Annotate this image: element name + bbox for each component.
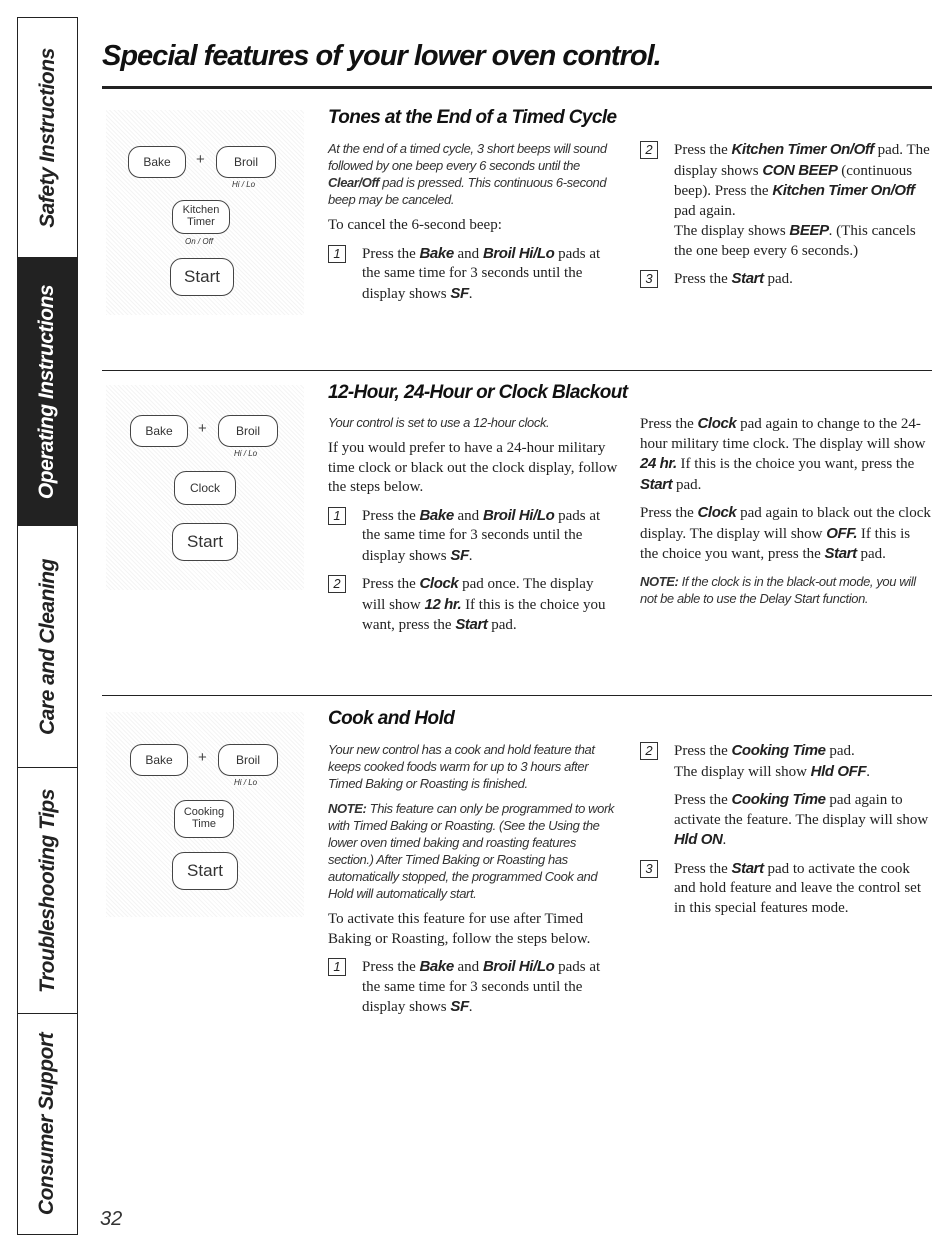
step-number: 1 — [328, 507, 346, 525]
step-number: 2 — [328, 575, 346, 593]
step-number: 1 — [328, 245, 346, 263]
bake-pad: Bake — [128, 146, 186, 178]
broil-pad: Broil — [216, 146, 276, 178]
clock-right-column — [640, 414, 932, 615]
tab-safety-instructions[interactable]: Safety Instructions — [18, 18, 77, 258]
section-divider — [102, 370, 932, 371]
plus-sign: + — [196, 151, 205, 168]
page-number: 32 — [100, 1208, 123, 1230]
step-number: 3 — [640, 860, 658, 878]
cook-hold-intro: Your new control has a cook and hold feature that keeps cooked foods warm for up to 3 hours after Timed Baking or Roasting is finished. — [328, 742, 595, 791]
clock-para: If you would prefer to have a 24-hour military time clock or black out the clock display, follow the steps below. — [328, 440, 618, 495]
cooking-time-pad: Cooking Time — [174, 800, 234, 838]
start-pad: Start — [172, 523, 238, 561]
cook-hold-note: NOTE: This feature can only be programmed to work with Timed Baking or Roasting. (See the Using the lower oven timed baking and roasting features section.) After Timed Baking or Roasting has automatically stopped, the programmed Cook and Hold will automatically start. — [328, 801, 615, 901]
clock-left-column — [328, 414, 618, 644]
tab-operating-instructions[interactable]: Operating Instructions — [18, 258, 77, 526]
plus-sign: + — [198, 749, 207, 766]
clock-pad: Clock — [174, 471, 236, 505]
clock-intro: Your control is set to use a 12-hour clock. — [328, 415, 550, 430]
broil-hi-lo-label: Hi / Lo — [232, 180, 256, 189]
cook-hold-para: To activate this feature for use after Timed Baking or Roasting, follow the steps below. — [328, 911, 591, 947]
step-number: 1 — [328, 958, 346, 976]
side-tabs — [17, 17, 78, 1235]
control-panel-illustration — [106, 712, 304, 917]
start-pad: Start — [172, 852, 238, 890]
cook-hold-left-column — [328, 741, 618, 1026]
cook-hold-step-2: 2 Press the Cooking Time pad. The display will show Hld OFF. — [640, 741, 932, 782]
broil-hi-lo-label: Hi / Lo — [234, 449, 258, 458]
start-pad: Start — [170, 258, 234, 296]
title-rule — [102, 86, 932, 89]
section-title-cook-and-hold: Cook and Hold — [328, 708, 455, 729]
control-panel-illustration — [106, 385, 304, 590]
tab-consumer-support[interactable]: Consumer Support — [35, 1032, 59, 1215]
section-title-clock-blackout: 12-Hour, 24-Hour or Clock Blackout — [328, 382, 628, 403]
section-divider — [102, 695, 932, 696]
plus-sign: + — [198, 420, 207, 437]
page-title: Special features of your lower oven control. — [102, 40, 661, 72]
tab-troubleshooting-tips[interactable]: Troubleshooting Tips — [18, 768, 77, 1014]
broil-pad: Broil — [218, 415, 278, 447]
clock-note: NOTE: If the clock is in the black-out mode, you will not be able to use the Delay Start function. — [640, 573, 916, 606]
kitchen-timer-pad: Kitchen Timer — [172, 200, 230, 234]
kitchen-timer-on-off-label: On / Off — [185, 237, 214, 246]
bake-pad: Bake — [130, 744, 188, 776]
broil-hi-lo-label: Hi / Lo — [234, 778, 258, 787]
clock-step-2: 2 Press the Clock pad once. The display will show 12 hr. If this is the choice you want, press the Start pad. — [328, 574, 618, 636]
step-number: 2 — [640, 141, 658, 159]
clock-24hr-text: Press the Clock pad again to change to the 24-hour military time clock. The display will show 24 hr. If this is the choice you want, press the Start pad. — [640, 415, 926, 493]
tones-left-column — [328, 140, 616, 312]
tones-intro: At the end of a timed cycle, 3 short beeps will sound followed by one beep every 6 seconds until the Clear/Off pad is pressed. This continuous 6-second beep may be canceled. — [328, 141, 607, 207]
section-title-tones: Tones at the End of a Timed Cycle — [328, 107, 617, 128]
tab-care-and-cleaning[interactable]: Care and Cleaning — [18, 526, 77, 768]
cook-hold-right-column — [640, 741, 932, 926]
step-number: 3 — [640, 270, 658, 288]
broil-pad: Broil — [218, 744, 278, 776]
step-number: 2 — [640, 742, 658, 760]
clock-blackout-text: Press the Clock pad again to black out the clock display. The display will show OFF. If this is the choice you want, press the Start pad. — [640, 504, 931, 562]
tones-step-2: 2 Press the Kitchen Timer On/Off pad. The display shows CON BEEP (continuous beep). Press the Kitchen Timer On/Off pad again. The display shows BEEP. (This cancels the one beep every 6 seconds.) — [640, 140, 934, 261]
bake-pad: Bake — [130, 415, 188, 447]
tones-step-3: 3 Press the Start pad. — [640, 269, 934, 290]
cook-hold-activate-text: Press the Cooking Time pad again to activate the feature. The display will show Hld ON. — [674, 791, 929, 848]
clock-step-1: 1 Press the Bake and Broil Hi/Lo pads at the same time for 3 seconds until the display shows SF. — [328, 506, 618, 567]
tones-cancel-text: To cancel the 6-second beep: — [328, 217, 502, 233]
cook-hold-step-3: 3 Press the Start pad to activate the cook and hold feature and leave the control set in this special features mode. — [640, 859, 932, 919]
cook-hold-step-1: 1 Press the Bake and Broil Hi/Lo pads at the same time for 3 seconds until the display shows SF. — [328, 957, 618, 1018]
tones-right-column — [640, 140, 934, 298]
control-panel-illustration — [106, 110, 304, 315]
tones-step-1: 1 Press the Bake and Broil Hi/Lo pads at the same time for 3 seconds until the display shows SF. — [328, 244, 616, 305]
